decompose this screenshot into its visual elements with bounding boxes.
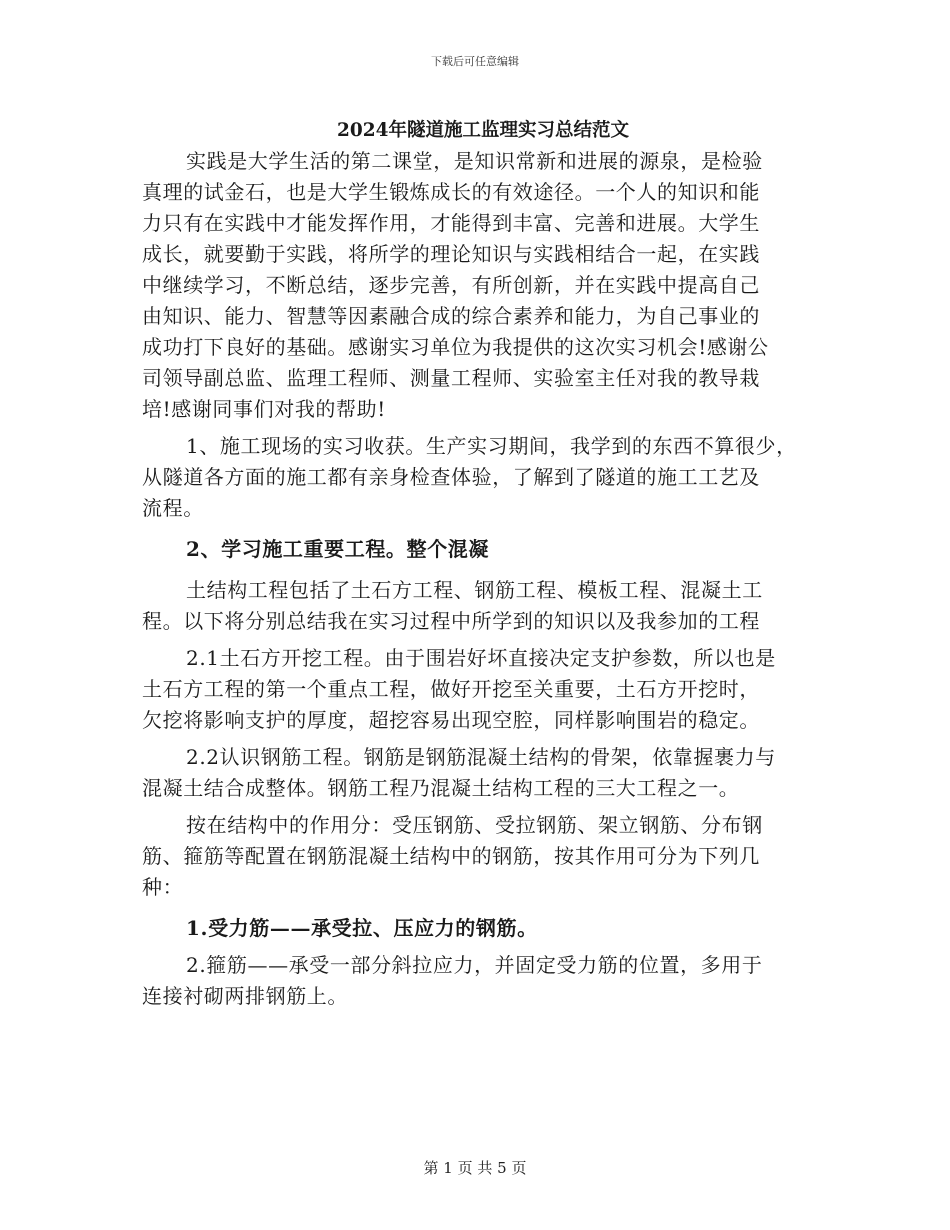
document-title: 2024年隧道施工监理实习总结范文 bbox=[337, 120, 629, 141]
text-line: 2.1土石方开挖工程。由于围岩好坏直接决定支护参数，所以也是 bbox=[186, 646, 776, 670]
text-line: 实践是大学生活的第二课堂，是知识常新和进展的源泉，是检验 bbox=[186, 149, 763, 173]
text-line: 从隧道各方面的施工都有亲身检查体验，了解到了隧道的施工工艺及 bbox=[142, 465, 760, 489]
text-line: 成功打下良好的基础。感谢实习单位为我提供的这次实习机会!感谢公 bbox=[142, 335, 769, 359]
text-line: 筋、箍筋等配置在钢筋混凝土结构中的钢筋，按其作用可分为下列几 bbox=[142, 844, 760, 868]
header-note: 下载后可任意编辑 bbox=[431, 55, 519, 68]
text-line: 流程。 bbox=[142, 496, 204, 520]
text-line: 土石方工程的第一个重点工程，做好开挖至关重要，土石方开挖时， bbox=[142, 677, 760, 701]
text-line: 程。以下将分别总结我在实习过程中所学到的知识以及我参加的工程 bbox=[142, 609, 760, 633]
text-line: 由知识、能力、智慧等因素融合成的综合素养和能力，为自己事业的 bbox=[142, 304, 760, 328]
text-line: 按在结构中的作用分：受压钢筋、受拉钢筋、架立钢筋、分布钢 bbox=[186, 813, 763, 837]
text-line: 欠挖将影响支护的厚度，超挖容易出现空腔，同样影响围岩的稳定。 bbox=[142, 708, 760, 732]
text-line: 中继续学习，不断总结，逐步完善，有所创新，并在实践中提高自己 bbox=[142, 273, 760, 297]
page-footer: 第 1 页 共 5 页 bbox=[423, 1159, 527, 1177]
document-body bbox=[142, 146, 822, 1012]
text-line: 成长，就要勤于实践，将所学的理论知识与实践相结合一起，在实践 bbox=[142, 242, 760, 266]
text-line: 种： bbox=[142, 875, 184, 899]
text-line: 2、学习施工重要工程。整个混凝 bbox=[186, 537, 489, 561]
text-line: 真理的试金石，也是大学生锻炼成长的有效途径。一个人的知识和能 bbox=[142, 180, 760, 204]
text-line: 司领导副总监、监理工程师、测量工程师、实验室主任对我的教导栽 bbox=[142, 366, 760, 390]
text-line: 混凝土结合成整体。钢筋工程乃混凝土结构工程的三大工程之一。 bbox=[142, 776, 740, 800]
text-line: 力只有在实践中才能发挥作用，才能得到丰富、完善和进展。大学生 bbox=[142, 211, 760, 235]
text-line: 2.箍筋——承受一部分斜拉应力，并固定受力筋的位置，多用于 bbox=[186, 953, 763, 977]
text-line: 2.2认识钢筋工程。钢筋是钢筋混凝土结构的骨架，依靠握裹力与 bbox=[186, 745, 776, 769]
text-line: 1.受力筋——承受拉、压应力的钢筋。 bbox=[186, 916, 538, 940]
text-line: 1、施工现场的实习收获。生产实习期间，我学到的东西不算很少， bbox=[186, 434, 797, 458]
text-line: 培!感谢同事们对我的帮助! bbox=[142, 397, 386, 421]
text-line: 土结构工程包括了土石方工程、钢筋工程、模板工程、混凝土工 bbox=[186, 578, 763, 602]
text-line: 连接衬砌两排钢筋上。 bbox=[142, 984, 348, 1008]
